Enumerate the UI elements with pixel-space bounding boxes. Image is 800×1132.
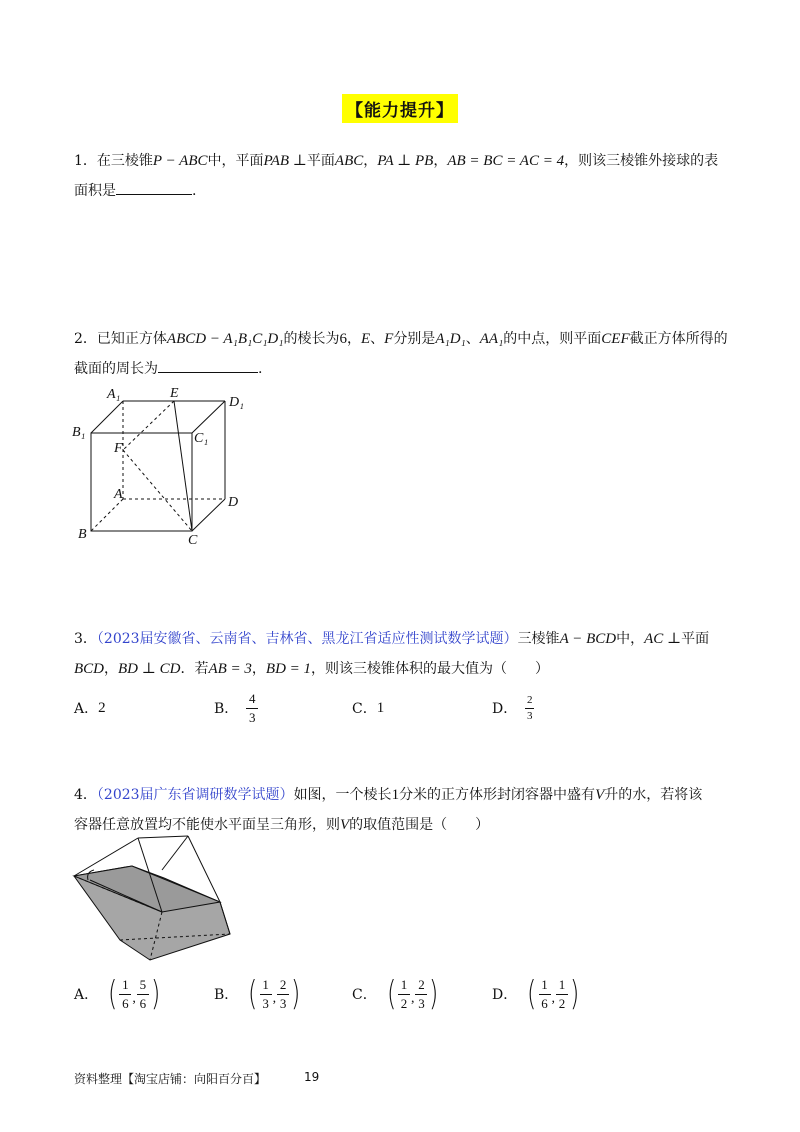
label-f: F [114,441,123,456]
q3-text: ， [104,661,118,677]
edge-upper [162,836,188,870]
q1-text: ， [433,153,448,169]
comma: , [551,991,555,1006]
left-paren: ( [386,974,396,1014]
option-value: 2 [98,699,106,716]
math-expr: AC ⊥ [644,631,682,647]
comma: , [132,991,136,1006]
q4-text: 如图，一个棱长 [293,787,392,803]
numerator: 2 [418,976,425,992]
math-expr: CEF [601,331,630,347]
q3-text: ， [251,661,266,677]
edge-a1-b1 [91,401,123,433]
question-number: 1． [74,153,97,169]
edge-d-c [192,499,225,531]
denominator: 3 [279,995,287,1011]
q2-text: . [258,361,263,377]
math-expr: PA ⊥ PB [377,153,434,169]
question-number: 4． [74,787,97,803]
math-expr: ABCD − A₁B₁C₁D₁ [166,331,284,347]
label-c: C [188,533,198,548]
denominator: 3 [418,995,425,1011]
edge-a-b [91,499,123,531]
q4-text: 分米的正方体形封闭容器中盛有 [399,787,596,803]
interval [246,974,302,1014]
math-expr: BD = 1 [265,661,312,677]
math-expr: PAB ⊥ [263,153,307,169]
q1-text: 中，平面 [207,153,264,169]
numerator: 1 [541,976,548,992]
answer-blank[interactable] [158,356,258,373]
label-e: E [170,386,179,401]
fraction [260,977,272,1012]
q2-text: 截正方体所得的 [629,331,728,347]
math-expr: P − ABC [152,153,208,169]
fraction [415,977,427,1012]
fraction [525,694,534,723]
left-paren: ( [248,974,258,1014]
q2-text: 、 [465,331,480,347]
option-d[interactable] [492,974,581,1014]
label-b: B [78,527,87,542]
denominator: 3 [262,995,269,1011]
fraction [246,691,258,726]
q3-text: ，则该三棱锥体积的最大值为（ ） [311,661,550,677]
page-footer: 资料整理【淘宝店铺：向阳百分百】 [74,1072,267,1086]
fraction [137,977,149,1012]
fraction-bar [137,994,149,995]
option-a[interactable] [74,974,162,1014]
fraction-bar [398,994,410,995]
option-c[interactable] [352,974,441,1014]
fraction-bar [119,994,131,995]
q4-options [74,974,734,1014]
numerator: 2 [279,976,287,992]
question-number: 2． [74,331,97,347]
fraction-bar [277,994,289,995]
option-a[interactable] [74,688,106,728]
math-expr: V [340,817,350,833]
math-number: 1 [391,787,400,803]
q3-text: 平面 [681,631,710,647]
label-d: D [228,495,239,510]
fraction-bar [556,994,568,995]
label-d1: D₁ [229,395,244,410]
numerator: 1 [262,976,269,992]
numerator: 1 [558,976,566,992]
denominator: 3 [526,709,533,722]
denominator: 6 [122,995,129,1011]
fraction [539,977,551,1012]
math-expr: AB = 3 [208,661,252,677]
math-expr: A₁D₁ [435,331,466,347]
q2-text: ， [346,331,361,347]
math-expr: AB = BC = AC = 4 [447,153,565,169]
math-expr: V [595,787,605,803]
math-expr: BD ⊥ CD [118,661,181,677]
option-label: C． [352,987,377,1003]
fraction [556,977,568,1012]
option-label: A． [74,987,99,1003]
question-2 [74,324,734,384]
option-value: 1 [376,699,385,716]
fraction [119,977,131,1012]
fraction-bar [260,994,272,995]
question-3 [74,624,734,684]
math-expr: F [384,331,394,347]
denominator: 3 [249,709,256,725]
math-expr: ABC [334,153,364,169]
fraction-bar [246,708,258,709]
math-number: 6 [339,331,347,347]
denominator: 2 [400,995,408,1011]
math-expr: A − BCD [559,631,617,647]
question-source: （2023届安徽省、云南省、吉林省、黑龙江省适应性测试数学试题） [96,631,518,647]
q3-options [74,688,734,728]
q2-text: 分别是 [393,331,436,347]
q2-text: 、 [370,331,385,347]
option-label: A． [74,701,99,717]
tilted-cube-figure [70,832,246,964]
option-label: B． [214,987,239,1003]
right-paren: ) [150,974,161,1014]
right-paren: ) [429,974,439,1014]
math-expr: BCD [74,661,104,677]
fraction-bar [525,708,534,709]
q2-text: 的中点，则平面 [503,331,602,347]
numerator: 5 [139,976,147,992]
interval [106,974,162,1014]
option-label: C． [352,701,377,717]
q1-text: 平面 [306,153,335,169]
answer-blank[interactable] [116,178,192,195]
q4-text: 升的水，若将该 [604,787,703,803]
numerator: 4 [249,690,256,706]
label-c1: C₁ [194,431,209,446]
line-f-c [123,450,192,531]
line-e-f [123,401,174,450]
fraction [398,977,410,1012]
question-number: 3． [74,631,97,647]
left-paren: ( [527,974,537,1014]
option-b[interactable] [214,974,302,1014]
q3-text: 中， [616,631,645,647]
denominator: 2 [558,995,566,1011]
question-4 [74,780,734,840]
q1-text: ，则该三棱锥外接球的表 [564,153,719,169]
right-paren: ) [291,974,301,1014]
numerator: 1 [122,976,129,992]
option-c[interactable] [352,688,384,728]
q2-text: 的棱长为 [283,331,340,347]
label-b1: B₁ [72,425,86,440]
fraction [277,977,289,1012]
q4-text: 的取值范围是（ ） [349,817,490,833]
q4-text: 容器任意放置均不能使水平面呈三角形，则 [74,817,340,833]
q1-text: 面积是 [74,183,116,199]
cube-figure [70,382,250,548]
numerator: 2 [526,693,533,706]
math-expr: AA₁ [479,331,504,347]
page-number: 19 [304,1070,320,1084]
section-title: 【能力提升】 [342,94,458,123]
q1-text: 在三棱锥 [96,153,153,169]
q3-text: 三棱锥 [517,631,560,647]
edge-d1-c1 [192,401,225,433]
fraction-bar [415,994,427,995]
comma: , [272,991,277,1006]
q1-text: ， [363,153,378,169]
q2-text: 已知正方体 [96,331,167,347]
math-expr: E [360,331,371,347]
option-label: B． [214,701,239,717]
numerator: 1 [400,976,408,992]
interval [385,974,441,1014]
fraction-bar [539,994,551,995]
question-1 [74,146,734,206]
label-a1: A₁ [107,387,121,402]
option-label: D． [492,701,518,717]
comma: , [410,991,415,1006]
option-b[interactable] [214,688,258,728]
q1-text: . [192,183,197,199]
interval [525,974,581,1014]
question-source: （2023届广东省调研数学试题） [96,787,294,803]
denominator: 6 [139,995,147,1011]
left-paren: ( [108,974,118,1014]
option-d[interactable] [492,688,534,728]
denominator: 6 [541,995,548,1011]
line-e-c [174,401,192,531]
q2-text: 截面的周长为 [74,361,158,377]
q3-text: ．若 [180,661,209,677]
edge-top-back [138,836,188,838]
right-paren: ) [569,974,580,1014]
label-a: A [114,487,123,502]
option-label: D． [492,987,518,1003]
